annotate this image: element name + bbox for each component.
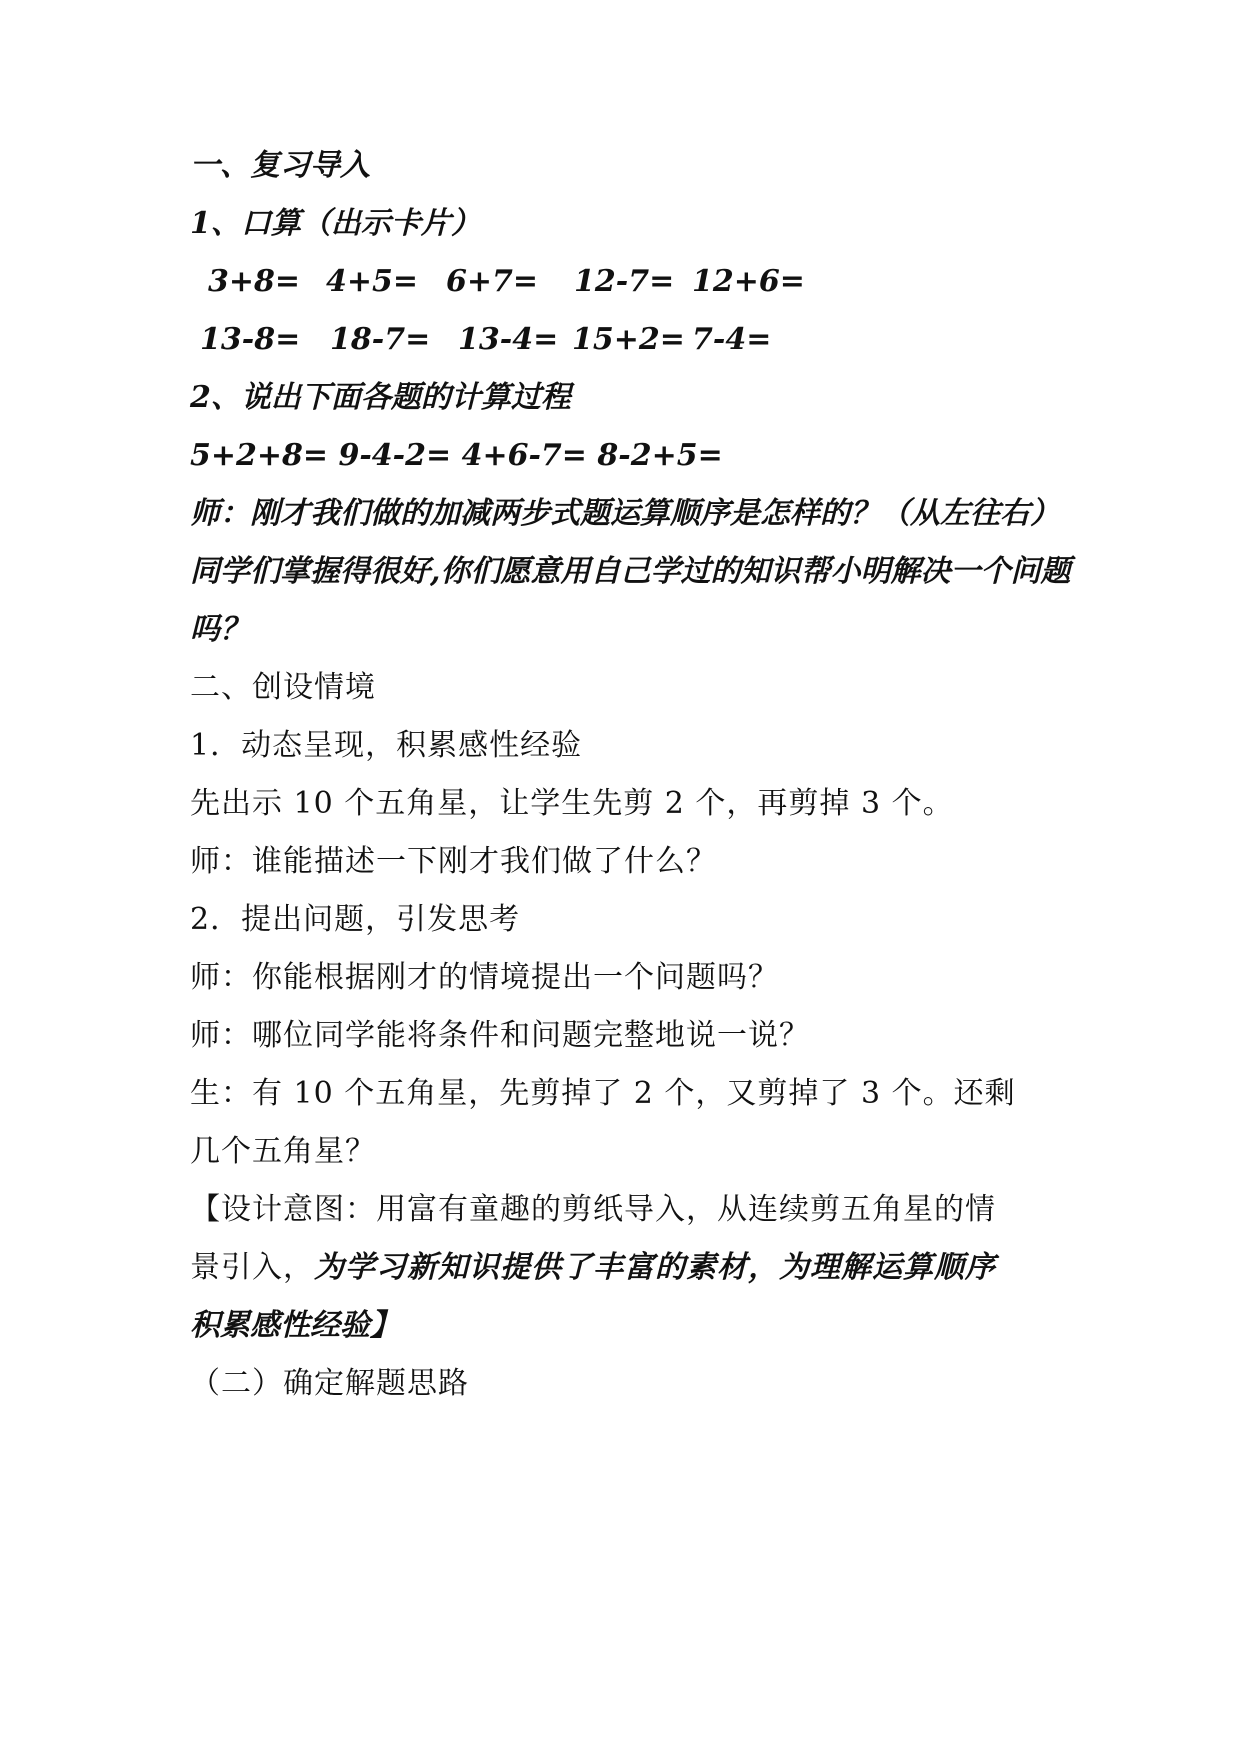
design-intent-regular-part: 景引入， [190, 1250, 314, 1285]
math-row-2 [190, 320, 1070, 360]
math-row-1 [190, 262, 1070, 302]
math-card: 7-4= [692, 322, 772, 357]
design-intent-emphasis: 为学习新知识提供了丰富的素材，为理解运算顺序 [314, 1250, 996, 1285]
item-title-mental-math: 1、口算（出示卡片） [190, 206, 481, 241]
math-card: 6+7= [446, 264, 539, 299]
student-answer-line-1: 生：有 10 个五角星，先剪掉了 2 个，又剪掉了 3 个。还剩 [190, 1076, 1016, 1111]
teacher-prompt-describe: 师：谁能描述一下刚才我们做了什么？ [190, 844, 717, 879]
math-card: 12-7= [574, 264, 675, 299]
subheading-raise-question: 2．提出问题，引发思考 [190, 902, 521, 937]
section-heading-scenario: 二、创设情境 [190, 670, 376, 705]
praise-text-line-2: 吗？ [190, 612, 250, 647]
math-card: 13-4= [458, 322, 559, 357]
paragraph-stars: 先出示 10 个五角星，让学生先剪 2 个，再剪掉 3 个。 [190, 786, 954, 821]
math-card: 13-8= [200, 322, 301, 357]
teacher-prompt-complete: 师：哪位同学能将条件和问题完整地说一说？ [190, 1018, 810, 1053]
teacher-question: 师：刚才我们做的加减两步式题运算顺序是怎样的？（从左往右） [190, 496, 1060, 531]
design-intent-line-3: 积累感性经验】 [190, 1308, 400, 1343]
math-card: 12+6= [692, 264, 805, 299]
teacher-prompt-question: 师：你能根据刚才的情境提出一个问题吗？ [190, 960, 779, 995]
math-card: 18-7= [330, 322, 431, 357]
subheading-solution-approach: （二）确定解题思路 [190, 1366, 469, 1401]
subheading-dynamic-presentation: 1．动态呈现，积累感性经验 [190, 728, 583, 763]
math-card: 15+2= [572, 322, 685, 357]
item-title-calculation-process: 2、说出下面各题的计算过程 [190, 380, 571, 415]
design-intent-line-2 [190, 1248, 1070, 1288]
student-answer-line-2: 几个五角星？ [190, 1134, 376, 1169]
math-card: 4+5= [326, 264, 419, 299]
expression-list: 5+2+8= 9-4-2= 4+6-7= 8-2+5= [190, 438, 723, 473]
praise-text-line-1: 同学们掌握得很好,你们愿意用自己学过的知识帮小明解决一个问题 [190, 554, 1071, 589]
design-intent-line-1: 【设计意图：用富有童趣的剪纸导入，从连续剪五角星的情 [190, 1192, 996, 1227]
section-heading-review: 一、复习导入 [190, 148, 370, 183]
math-card: 3+8= [208, 264, 301, 299]
